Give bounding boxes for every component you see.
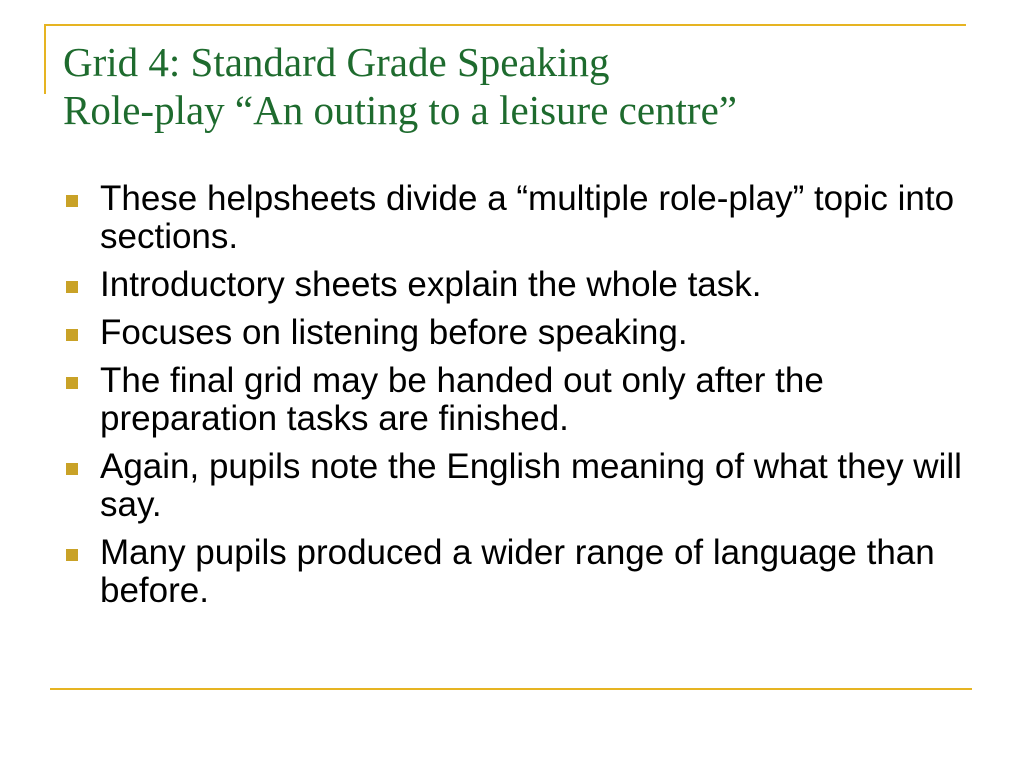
bottom-rule: [50, 688, 972, 690]
bullet-text: The final grid may be handed out only after the preparation tasks are finished.: [100, 361, 824, 438]
list-item: [62, 314, 967, 352]
square-bullet-icon: [66, 281, 78, 293]
bullet-list: [62, 180, 967, 620]
list-item: [62, 362, 967, 438]
title-line-2: Role-play “An outing to a leisure centre”: [63, 87, 737, 133]
bullet-text: Introductory sheets explain the whole task.: [100, 265, 762, 304]
square-bullet-icon: [66, 377, 78, 389]
list-item: [62, 180, 967, 256]
square-bullet-icon: [66, 463, 78, 475]
bullet-text: Many pupils produced a wider range of language than before.: [100, 533, 935, 610]
bullet-text: Again, pupils note the English meaning of what they will say.: [100, 447, 962, 524]
title-line-1: Grid 4: Standard Grade Speaking: [63, 39, 610, 85]
square-bullet-icon: [66, 329, 78, 341]
slide-title: [63, 38, 737, 134]
left-rule: [44, 24, 46, 94]
list-item: [62, 448, 967, 524]
square-bullet-icon: [66, 195, 78, 207]
top-rule: [44, 24, 966, 26]
list-item: [62, 266, 967, 304]
bullet-text: Focuses on listening before speaking.: [100, 313, 688, 352]
list-item: [62, 534, 967, 610]
bullet-text: These helpsheets divide a “multiple role-play” topic into sections.: [100, 179, 955, 256]
square-bullet-icon: [66, 549, 78, 561]
